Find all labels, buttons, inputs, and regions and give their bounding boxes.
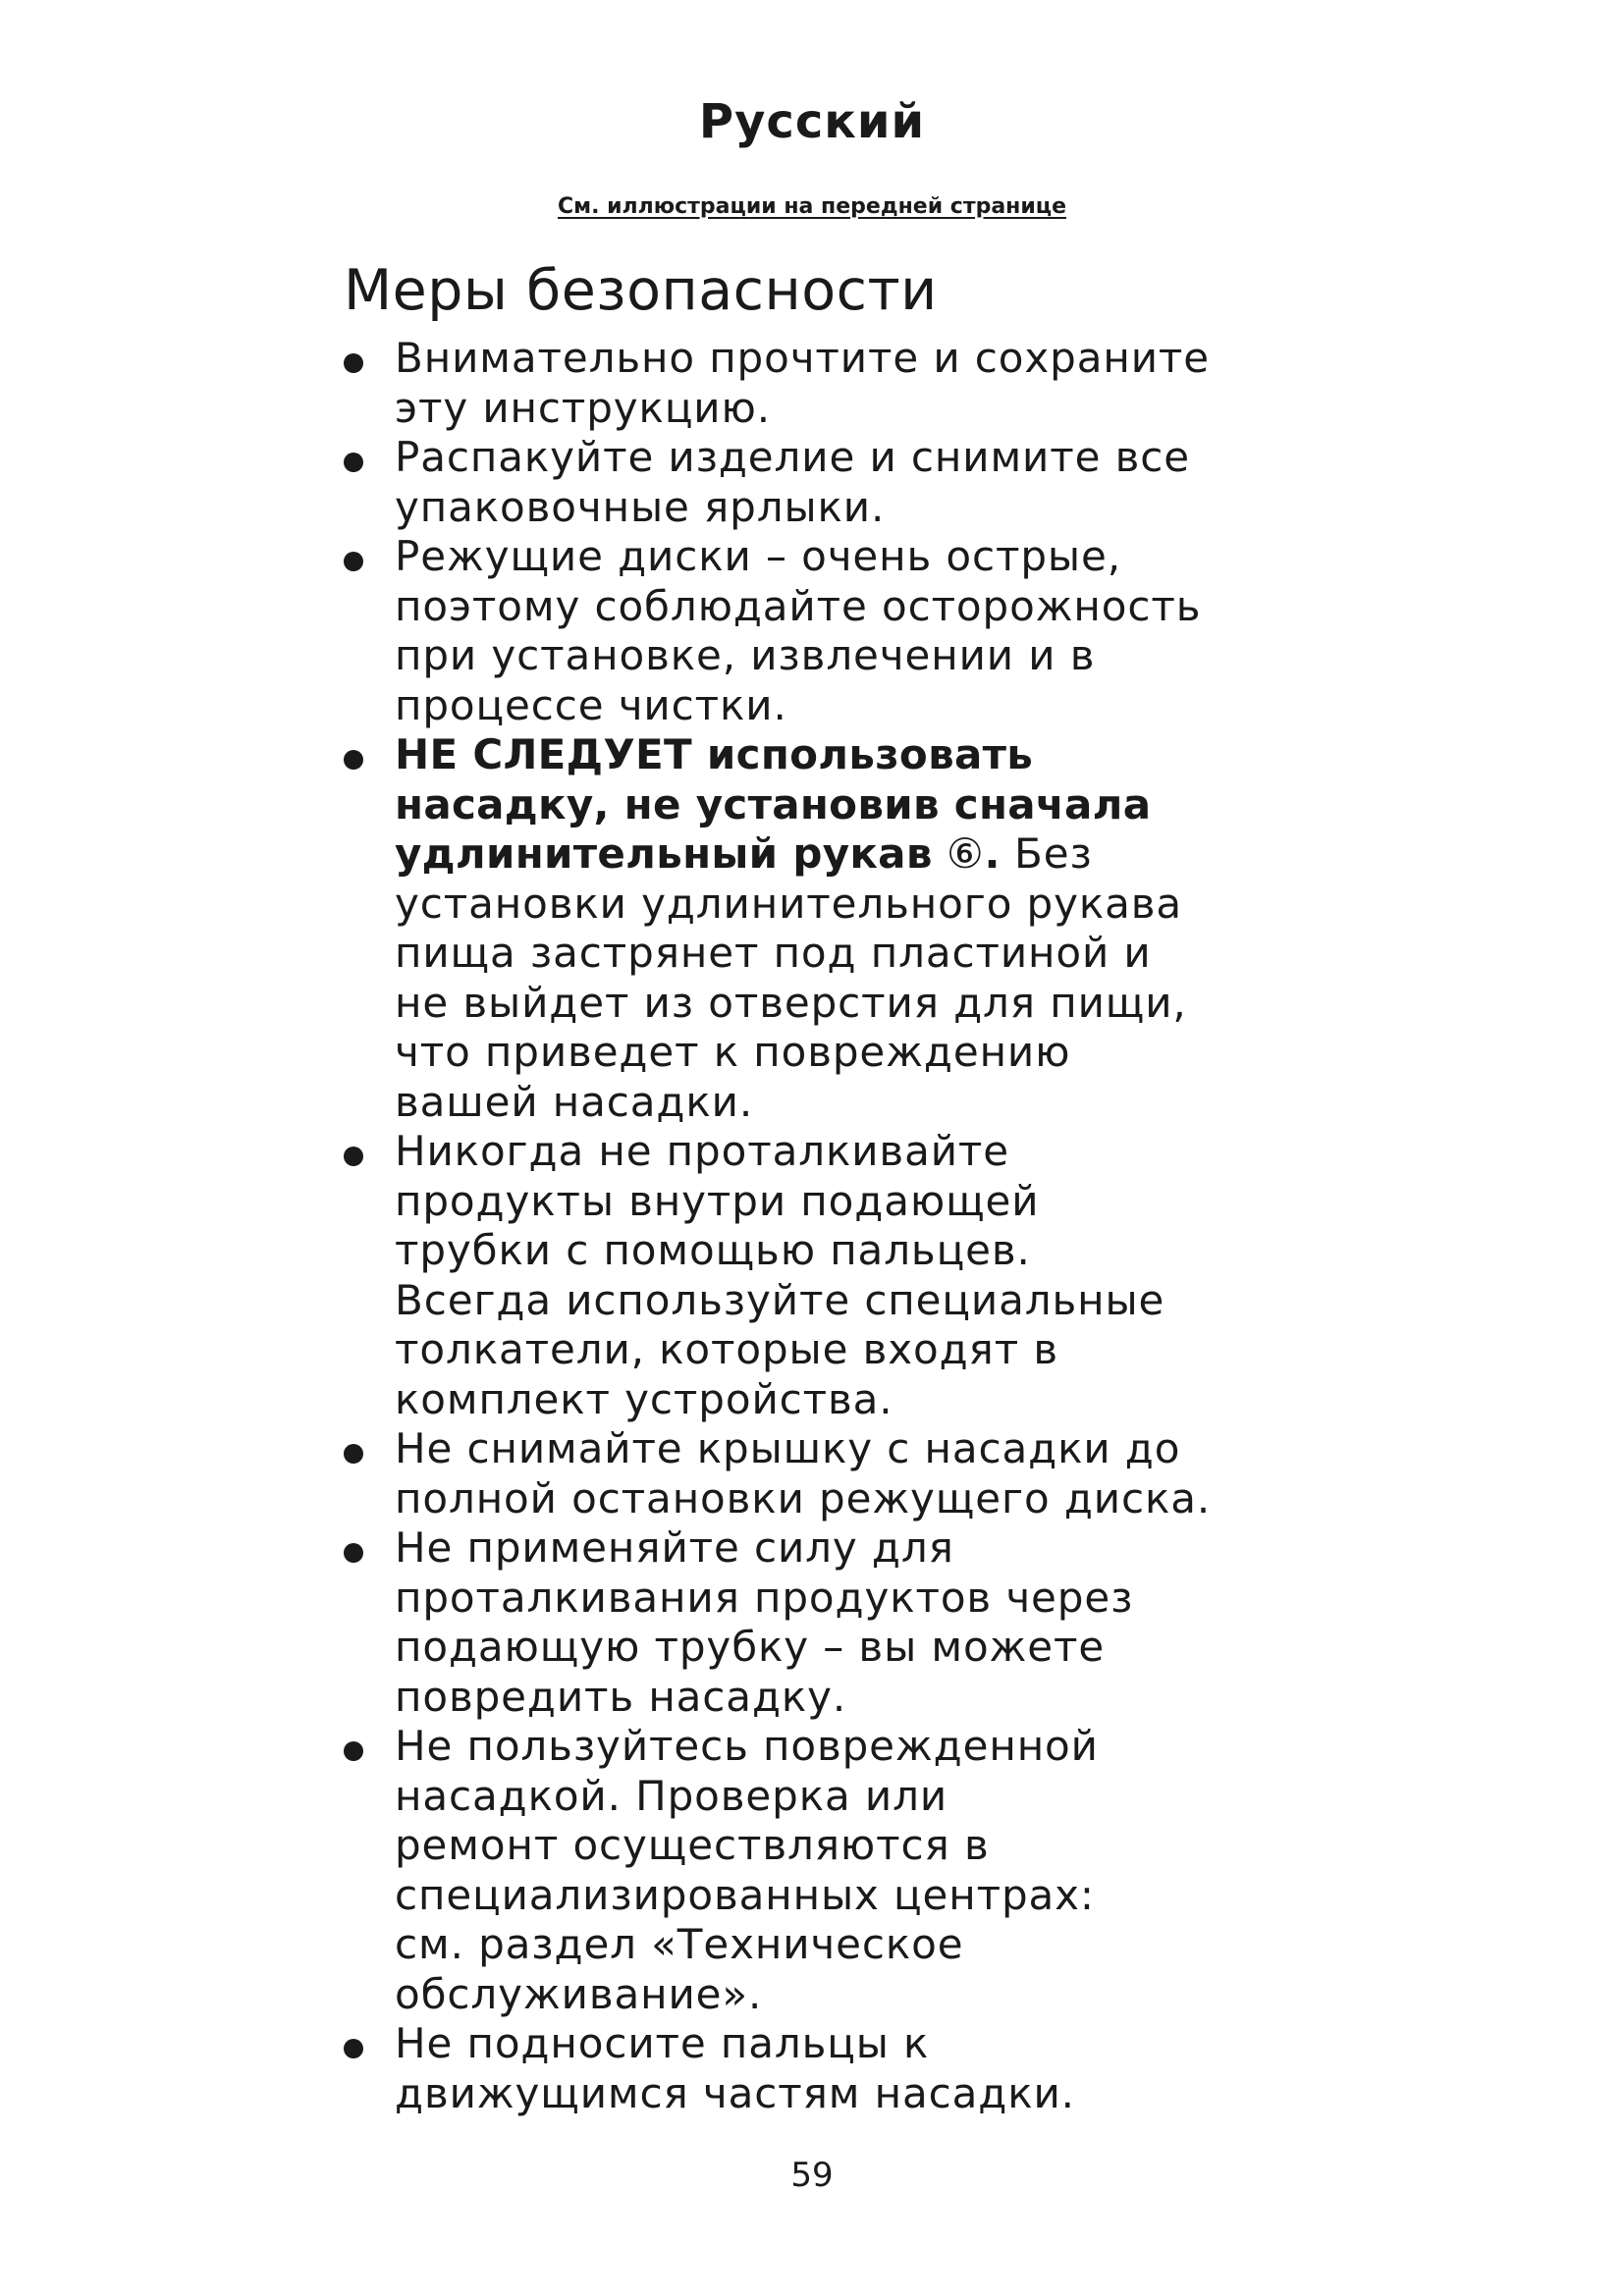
text-line: установки удлинительного рукава [395, 879, 1183, 928]
text-line: трубки с помощью пальцев. [395, 1226, 1031, 1274]
text-line: Всегда используйте специальные [395, 1275, 1165, 1324]
text-line: Не подносите пальцы к [395, 2019, 930, 2067]
list-item-text [395, 1722, 1326, 2019]
text-line: упаковочные ярлыки. [395, 482, 886, 531]
list-item [344, 334, 1326, 433]
bullet-icon [344, 353, 363, 373]
text-line: см. раздел «Техническое [395, 1920, 964, 1968]
text-line: обслуживание». [395, 1969, 763, 2018]
text-line: процессе чистки. [395, 680, 787, 729]
text-line: Не применяйте силу для [395, 1523, 954, 1572]
bullet-icon [344, 1543, 363, 1563]
text-line: Никогда не проталкивайте [395, 1127, 1010, 1175]
language-title: Русский [698, 94, 926, 149]
text-line: движущимся частям насадки. [395, 2068, 1075, 2117]
section-title: Меры безопасности [344, 258, 938, 323]
list-item [344, 2019, 1326, 2118]
list-item [344, 532, 1326, 730]
bullet-icon [344, 1444, 363, 1464]
text-fragment: Без [1000, 829, 1093, 878]
circled-number-six-icon: ⑥ [946, 829, 985, 878]
list-item [344, 433, 1326, 532]
text-line: эту инструкцию. [395, 383, 772, 432]
safety-list [344, 334, 1326, 2118]
text-line: Не снимайте крышку с насадки до [395, 1424, 1181, 1472]
page-number: 59 [790, 2156, 834, 2195]
list-item [344, 1722, 1326, 2019]
list-item-text [395, 433, 1326, 532]
bullet-icon [344, 2039, 363, 2058]
see-illustrations-note: См. иллюстрации на передней странице [557, 194, 1067, 219]
list-item [344, 1424, 1326, 1523]
text-line: Распакуйте изделие и снимите все [395, 433, 1190, 481]
warning-line: удлинительный рукав [395, 829, 933, 878]
text-line: поэтому соблюдайте осторожность [395, 581, 1202, 630]
bullet-icon [344, 552, 363, 571]
text-line: ремонт осуществляются в [395, 1821, 990, 1869]
text-line: не выйдет из отверстия для пищи, [395, 978, 1187, 1027]
text-line: при установке, извлечении и в [395, 631, 1096, 679]
text-line: подающую трубку – вы можете [395, 1623, 1106, 1671]
text-line: пища застрянет под пластиной и [395, 929, 1152, 977]
text-line: Внимательно прочтите и сохраните [395, 334, 1210, 382]
warning-line: насадку, не установив сначала [395, 779, 1152, 828]
warning-line: НЕ СЛЕДУЕТ использовать [395, 730, 1034, 778]
list-item-text [395, 730, 1326, 1127]
list-item [344, 1523, 1326, 1722]
text-line: продукты внутри подающей [395, 1176, 1040, 1225]
list-item-text [395, 2019, 1326, 2118]
text-line: Не пользуйтесь поврежденной [395, 1722, 1099, 1770]
bullet-icon [344, 453, 363, 472]
list-item [344, 1127, 1326, 1424]
text-line: толкатели, которые входят в [395, 1325, 1058, 1373]
text-line: специализированных центрах: [395, 1870, 1095, 1919]
list-item-text [395, 334, 1326, 433]
list-item-text [395, 1523, 1326, 1722]
text-line: комплект устройства. [395, 1374, 893, 1423]
text-line: насадкой. Проверка или [395, 1771, 948, 1820]
list-item-text [395, 1127, 1326, 1424]
list-item-text [395, 532, 1326, 730]
list-item-warning [344, 730, 1326, 1127]
text-line: повредить насадку. [395, 1672, 847, 1721]
text-line: проталкивания продуктов через [395, 1573, 1134, 1622]
bullet-icon [344, 750, 363, 770]
text-line: полной остановки режущего диска. [395, 1473, 1212, 1522]
text-line: Режущие диски – очень острые, [395, 532, 1121, 580]
bullet-icon [344, 1741, 363, 1761]
bullet-icon [344, 1147, 363, 1166]
text-line: что приведет к повреждению [395, 1028, 1071, 1076]
list-item-text [395, 1424, 1326, 1523]
text-line: вашей насадки. [395, 1077, 754, 1126]
warning-period: . [984, 829, 1001, 878]
